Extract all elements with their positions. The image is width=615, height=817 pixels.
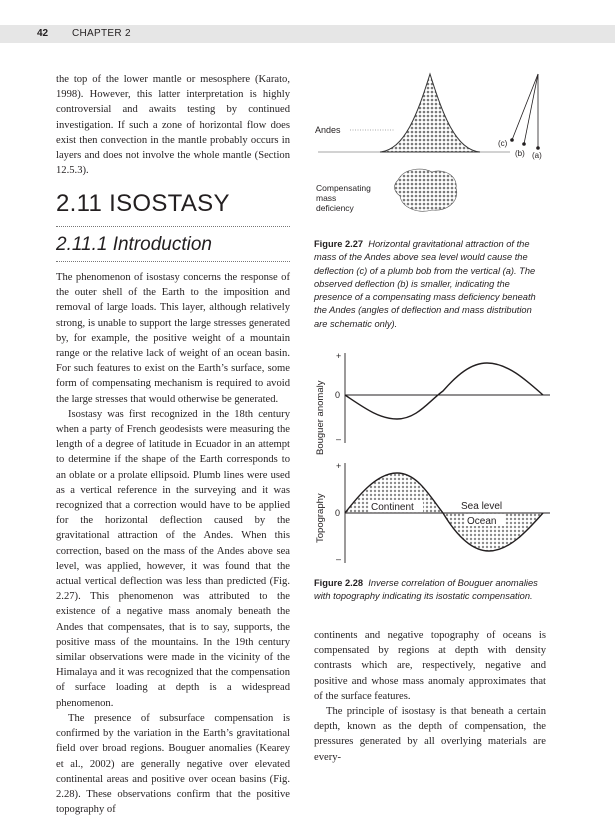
paragraph-2: Isostasy was first recognized in the 18th century when a party of French geodesists were measuring the length of a degree of latitude in Ecuador in an attempt to determine if the shape of the Earth corresponds to an oblate or a prolate ellipsoid. Plumb lines were used as a vertical reference in the surveying and it was recognized that a correction would have to be applied for the horizontal deflection caused by the gravitational attraction of the Andes. When this correction, based on the mass of the Andes above sea level, was applied, however, it was found that the actual vertical deflection was less than predicted (Fig. 2.27). This phenomenon was attributed to the existence of a negative mass anomaly beneath the Andes that compensates, that is to say, supports, the positive mass of the mountains. In the 19th century similar observations were made in the vicinity of the Himalaya and it was recognized that the compensation of surface loading at depth is a widespread phenomenon. — [56, 408, 290, 709]
page-number: 42 — [37, 28, 49, 39]
fig27-caption-text: Horizontal gravitational attraction of the mass of the Andes above sea level would cause the deflection (c) of a plumb bob from the vertical (a). The observed deflection (b) is smaller, indicating the presence of a compensating mass deficiency beneath the Andes (angles of deflection and mass distribution are schematic only). — [314, 239, 536, 329]
tick-zero-top: 0 — [335, 390, 341, 400]
label-sea-level: Sea level — [461, 501, 503, 512]
label-b: (b) — [515, 149, 525, 158]
paragraph-1: The phenomenon of isostasy concerns the response of the outer shell of the Earth to the imposition and removal of large loads. This layer, although relatively strong, is unable to support the large stresses generated by, for example, the positive weight of a mountain range or the relative lack of weight of an ocean basin. For such features to exist on the Earth’s surface, some form of compensating mechanism is required to avoid the large stresses that would otherwise be generated. — [56, 272, 290, 405]
plumb-line-c — [512, 74, 538, 140]
section-title: 2.11 ISOSTASY — [56, 190, 230, 217]
paragraph-top: the top of the lower mantle or mesosphere (Karato, 1998). However, this latter interpretation is highly controversial and awaits testing by continued investigation. If such a zone of horizontal flow does exist then convection in the mantle probably occurs in layers and does not involve the whole mantle (Section 12.5.3). — [56, 74, 290, 177]
tick-minus-top: – — [336, 434, 342, 444]
ylabel-topography: Topography — [315, 493, 326, 543]
section-rule — [56, 226, 290, 227]
subsection-title: 2.11.1 Introduction — [56, 234, 212, 255]
figure-2-27 — [310, 62, 550, 232]
label-deficiency: deficiency — [316, 203, 354, 213]
right-paragraph-1: continents and negative topography of oceans is compensated by regions at depth with density contrasts which are, respectively, negative and positive and whose mass anomaly approximates that of the surface features. — [314, 630, 546, 702]
left-column-top — [56, 72, 290, 178]
plumb-line-b — [524, 74, 538, 144]
bouguer-anomaly-curve — [345, 363, 543, 419]
label-andes: Andes — [315, 125, 341, 135]
figure-2-27-caption — [314, 238, 546, 331]
label-continent: Continent — [371, 502, 414, 513]
left-column-body — [56, 270, 290, 817]
fig27-caption-label: Figure 2.27 — [314, 239, 364, 249]
plumb-bob-b — [522, 142, 526, 146]
tick-minus-bottom: – — [336, 554, 342, 564]
fig28-caption-text: Inverse correlation of Bouguer anomalies with topography indicating its isostatic compensation. — [314, 578, 538, 602]
label-a: (a) — [532, 151, 542, 160]
plumb-bob-c — [510, 138, 514, 142]
paragraph-3: The presence of subsurface compensation is confirmed by the variation in the Earth’s gravitational field over broad regions. Bouguer anomalies (Kearey et al., 2002) are generally negative over elevated continental areas and positive over ocean basins (Fig. 2.28). These observations confirm that the positive topography of — [56, 712, 290, 816]
tick-plus-top: + — [336, 351, 342, 361]
label-mass: mass — [316, 193, 337, 203]
andes-mountain-shape — [380, 74, 480, 152]
right-column-body — [314, 628, 546, 765]
ylabel-bouguer: Bouguer anomaly — [315, 380, 326, 455]
chapter-label: CHAPTER 2 — [72, 28, 131, 39]
label-c: (c) — [498, 139, 508, 148]
compensating-mass-blob — [395, 169, 457, 211]
figure-2-28-caption — [314, 577, 546, 604]
label-compensating: Compensating — [316, 183, 371, 193]
tick-zero-bottom: 0 — [335, 508, 341, 518]
tick-plus-bottom: + — [336, 461, 342, 471]
plumb-bob-a — [536, 146, 540, 150]
right-paragraph-2: The principle of isostasy is that beneath a certain depth, known as the depth of compensation, the pressures generated by all overlying materials are every- — [314, 706, 546, 763]
figure-2-28 — [305, 345, 550, 570]
fig28-caption-label: Figure 2.28 — [314, 578, 364, 588]
label-ocean: Ocean — [467, 516, 497, 527]
subsection-rule — [56, 261, 290, 262]
